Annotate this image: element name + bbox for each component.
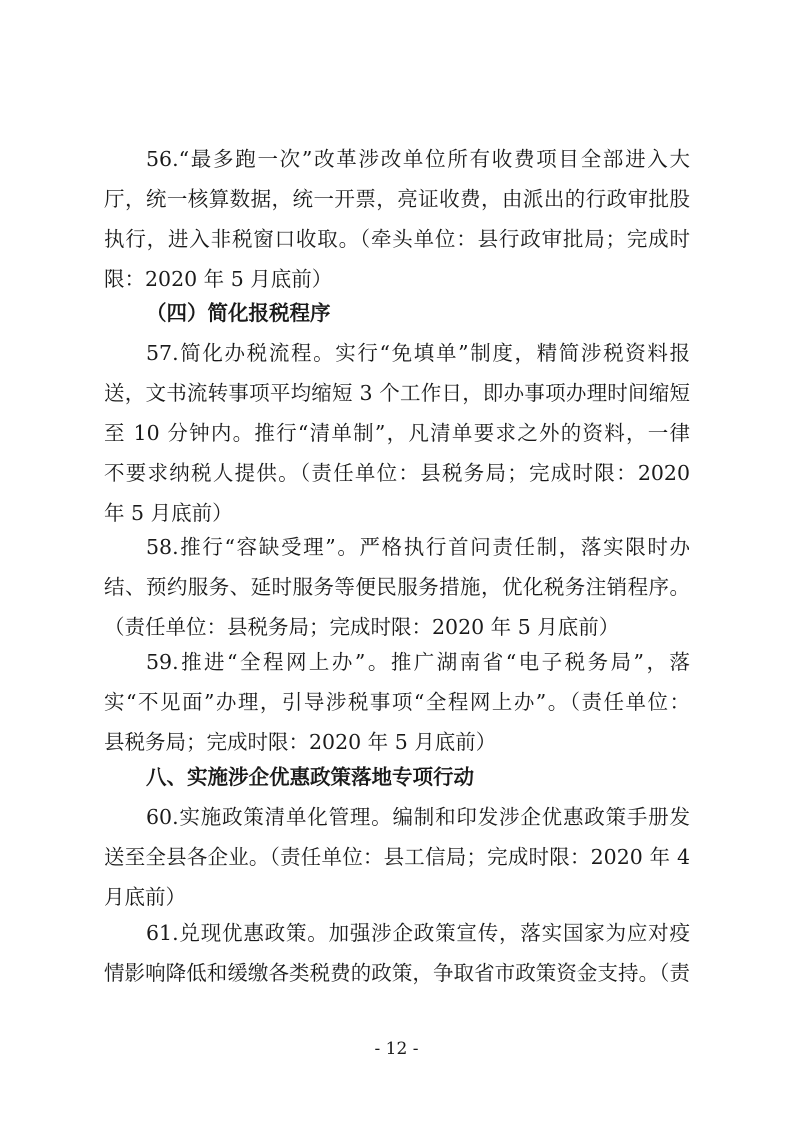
paragraph-56-line-1: 56.“最多跑一次”改革涉改单位所有收费项目全部进入大 bbox=[146, 147, 690, 171]
paragraph-57-line-3: 至 10 分钟内。推行“清单制”，凡清单要求之外的资料，一律 bbox=[104, 421, 690, 445]
paragraph-61-line-1: 61.兑现优惠政策。加强涉企政策宣传，落实国家为应对疫 bbox=[146, 921, 690, 945]
paragraph-59-line-3: 县税务局；完成时限：2020 年 5 月底前） bbox=[104, 730, 497, 754]
paragraph-58-line-2: 结、预约服务、延时服务等便民服务措施，优化税务注销程序。 bbox=[104, 575, 690, 599]
paragraph-57-line-5: 年 5 月底前） bbox=[104, 501, 233, 525]
paragraph-60-line-2: 送至全县各企业。（责任单位：县工信局；完成时限：2020 年 4 bbox=[104, 845, 690, 869]
paragraph-61-line-2: 情影响降低和缓缴各类税费的政策，争取省市政策资金支持。（责 bbox=[104, 961, 690, 985]
paragraph-57-line-1: 57.简化办税流程。实行“免填单”制度，精简涉税资料报 bbox=[146, 341, 690, 365]
paragraph-59-line-2: 实“不见面”办理，引导涉税事项“全程网上办”。（责任单位： bbox=[104, 690, 690, 714]
section-heading-4: （四）简化报税程序 bbox=[146, 301, 331, 325]
paragraph-57-line-4: 不要求纳税人提供。（责任单位：县税务局；完成时限：2020 bbox=[104, 461, 690, 485]
paragraph-60-line-3: 月底前） bbox=[104, 885, 186, 909]
paragraph-56-line-2: 厅，统一核算数据，统一开票，亮证收费，由派出的行政审批股 bbox=[104, 187, 690, 211]
paragraph-57-line-2: 送，文书流转事项平均缩短 3 个工作日，即办事项办理时间缩短 bbox=[104, 381, 690, 405]
page-number: - 12 - bbox=[374, 1039, 419, 1059]
section-heading-8: 八、实施涉企优惠政策落地专项行动 bbox=[146, 765, 474, 789]
paragraph-60-line-1: 60.实施政策清单化管理。编制和印发涉企优惠政策手册发 bbox=[146, 805, 690, 829]
paragraph-56-line-3: 执行，进入非税窗口收取。（牵头单位：县行政审批局；完成时 bbox=[104, 227, 690, 251]
paragraph-58-line-3: （责任单位：县税务局；完成时限：2020 年 5 月底前） bbox=[104, 615, 620, 639]
paragraph-59-line-1: 59.推进“全程网上办”。推广湖南省“电子税务局”，落 bbox=[146, 650, 690, 674]
paragraph-56-line-4: 限：2020 年 5 月底前） bbox=[104, 267, 333, 291]
paragraph-58-line-1: 58.推行“容缺受理”。严格执行首问责任制，落实限时办 bbox=[146, 535, 690, 559]
